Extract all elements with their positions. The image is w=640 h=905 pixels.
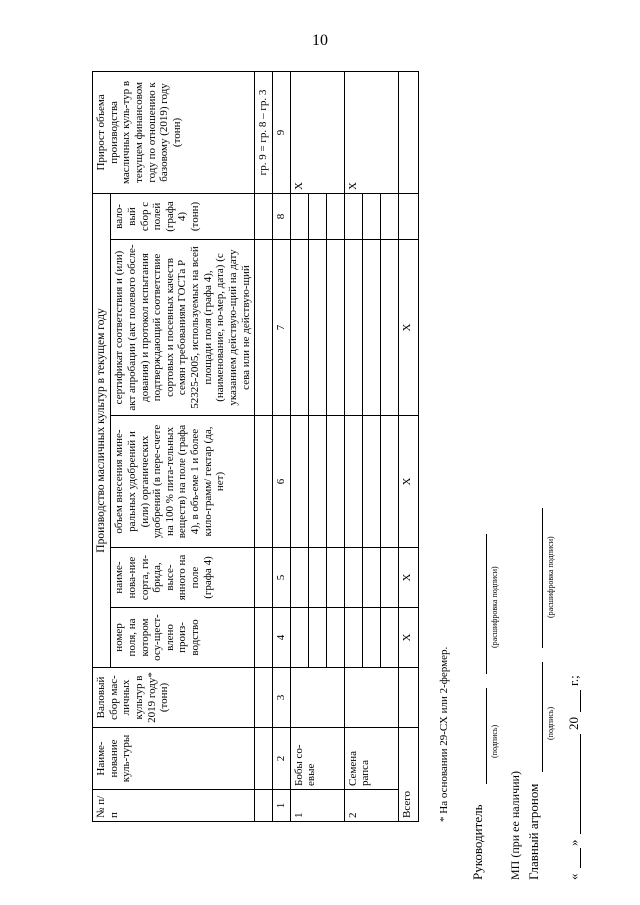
header-growth: Прирост объема производства масличных куль-тур в текущем финансовом году по отношению к базовому (2019) году (тонн)	[93, 71, 255, 193]
row-num: 1	[290, 790, 344, 822]
row-crop-name: Семена рапса	[344, 728, 398, 790]
signature-block	[470, 120, 590, 880]
head-signature-line	[486, 688, 487, 784]
head-label: Руководитель	[470, 804, 485, 880]
header-field-number: номер поля, на котором осу-щест-влено произ-водство	[111, 608, 255, 668]
header-num: № п/п	[93, 790, 255, 822]
head-decode-line	[486, 534, 487, 674]
header-variety-name: наиме-нова-ние сорта, ги-брида, высе-янного на поле (графа 4)	[111, 548, 255, 608]
table-row	[344, 71, 362, 821]
header-row-1	[93, 71, 111, 821]
date-month-line	[580, 734, 581, 834]
page-number: 10	[312, 32, 328, 49]
agronomist-signature-line	[542, 662, 543, 772]
total-certificate: Х	[398, 240, 418, 416]
col-number: 8	[272, 193, 290, 239]
header-crop-name: Наиме-нование куль-туры	[93, 728, 255, 790]
report-table	[92, 71, 419, 822]
row-growth: Х	[290, 71, 344, 193]
head-signature-caption: (подпись)	[490, 724, 499, 758]
head-decode-caption: (расшифровка подписи)	[490, 566, 499, 648]
total-row	[398, 71, 418, 821]
table-row	[290, 71, 308, 821]
total-field-number: Х	[398, 608, 418, 668]
col-number: 3	[272, 668, 290, 728]
header-gross: Валовый сбор мас-личных культур в 2019 году* (тонн)	[93, 668, 255, 728]
col-number: 9	[272, 71, 290, 193]
rotated-table-region	[92, 72, 450, 822]
col-number: 6	[272, 416, 290, 548]
col-number: 7	[272, 240, 290, 416]
col-number: 5	[272, 548, 290, 608]
header-gross-fields: вало-вый сбор с полей (графа 4) (тонн)	[111, 193, 255, 239]
row-num: 2	[344, 790, 398, 822]
date-open: «	[566, 873, 581, 880]
agronomist-decode-caption: (расшифровка подписи)	[546, 536, 555, 618]
agronomist-decode-line	[542, 508, 543, 648]
agronomist-signature-caption: (подпись)	[546, 706, 555, 740]
date-close: »	[566, 839, 581, 846]
date-year-line	[580, 690, 581, 712]
footnote: * На основании 29-СХ или 2-фермер.	[438, 646, 450, 822]
total-fertilizer: Х	[398, 416, 418, 548]
col-number: 2	[272, 728, 290, 790]
total-variety-name: Х	[398, 548, 418, 608]
col-number: 1	[272, 790, 290, 822]
row-growth: Х	[344, 71, 398, 193]
date-day-line	[580, 848, 581, 868]
header-certificate: сертификат соответствия и (или) акт апробации (акт полевого обсле-дования) и протокол испытания подтверждающий соответствие сортовых и посевных качеств семян требованиям ГОСТа Р 52325-2005, используемых на всей площади поля (графа 4), (наименование, но-мер, дата) (с указанием действую-щий на дату сева или не действую-щий	[111, 240, 255, 416]
header-production-group: Производство масличных культур в текущем году	[93, 193, 111, 667]
formula-cell: гр. 9 = гр. 8 – гр. 3	[255, 71, 273, 193]
year-prefix: 20	[566, 717, 581, 730]
row-crop-name: Бобы со-евые	[290, 728, 344, 790]
total-label: Всего	[398, 728, 418, 822]
column-number-row	[272, 71, 290, 821]
agronomist-label: Главный агроном	[526, 783, 541, 880]
mp-label: МП (при ее наличии)	[508, 771, 522, 880]
header-fertilizer: объем внесения мине-ральных удобрений и (или) органических удобрений (в пере-счете на 100 % пита-тельных веществ) на поле (графа 4), в объ-еме 1 и более кило-грамм/ гектар (да, нет)	[111, 416, 255, 548]
formula-row	[255, 71, 273, 821]
year-suffix: г.;	[566, 675, 581, 686]
col-number: 4	[272, 608, 290, 668]
